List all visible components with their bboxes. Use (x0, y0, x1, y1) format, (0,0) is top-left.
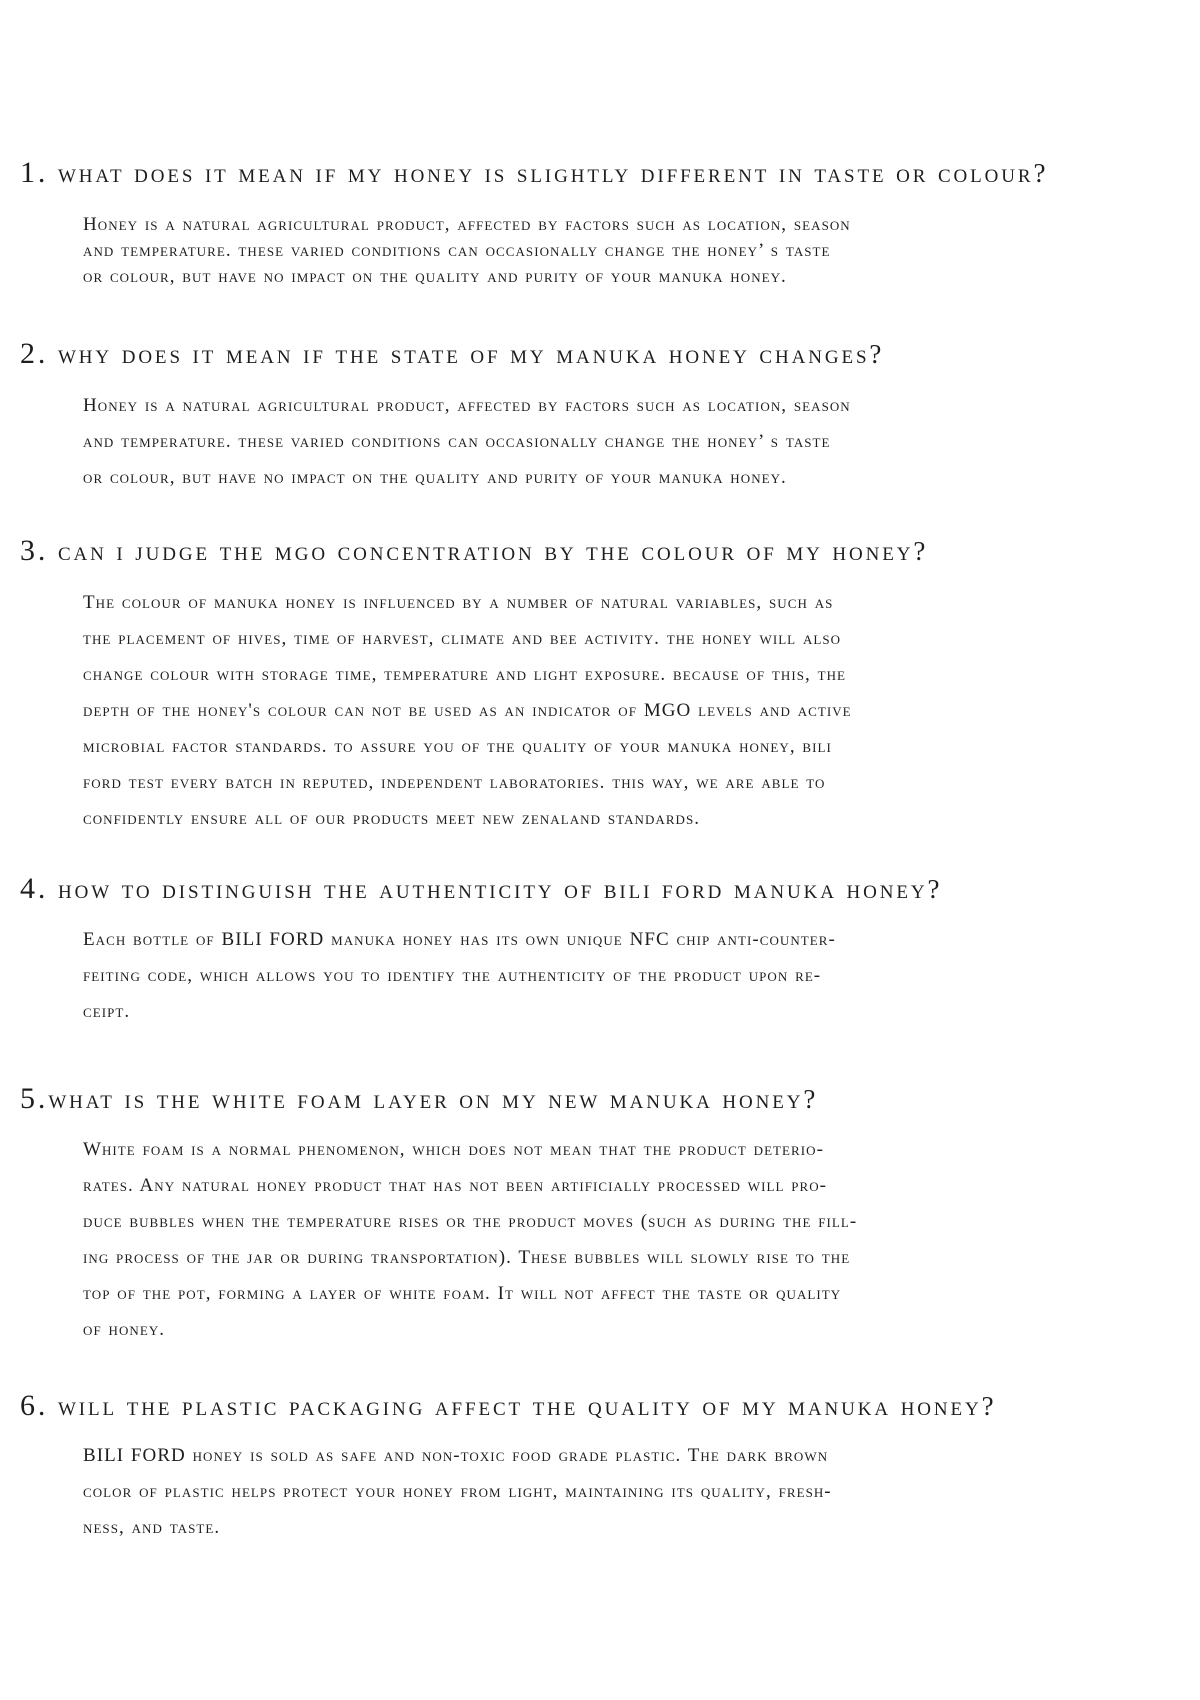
answer-line: or colour, but have no impact on the quality and purity of your manuka honey. (83, 266, 787, 287)
faq-question-1 (20, 157, 1048, 189)
answer-line: confidently ensure all of our products meet new zenaland standards. (83, 808, 701, 829)
faq-question-4 (20, 873, 942, 905)
faq-number: 6. (20, 1389, 49, 1422)
answer-line: Honey is a natural agricultural product, affected by factors such as location, season (83, 395, 851, 416)
answer-line: Honey is a natural agricultural product, affected by factors such as location, season (83, 214, 851, 235)
faq-question-5 (20, 1083, 818, 1115)
faq-number: 2. (20, 337, 49, 370)
faq-question-text: how to distinguish the authenticity of bili ford manuka honey? (57, 874, 943, 904)
faq-question-6 (20, 1390, 997, 1422)
faq-answer-6 (83, 1438, 1003, 1546)
answer-line: ing process of the jar or during transportation). These bubbles will slowly rise to the (83, 1247, 851, 1268)
answer-line: The colour of manuka honey is influenced by a number of natural variables, such as (83, 592, 834, 613)
answer-line: of honey. (83, 1319, 166, 1340)
faq-question-text: what is the white foam layer on my new manuka honey? (48, 1084, 819, 1114)
faq-question-3 (20, 535, 928, 567)
answer-line: feiting code, which allows you to identify the authenticity of the product upon re- (83, 965, 822, 986)
faq-question-2 (20, 338, 884, 370)
answer-line: duce bubbles when the temperature rises or the product moves (such as during the fill- (83, 1211, 858, 1232)
faq-question-text: can i judge the mgo concentration by the colour of my honey? (57, 536, 929, 566)
faq-question-text: why does it mean if the state of my manuka honey changes? (57, 339, 885, 369)
answer-line: ness, and taste. (83, 1517, 221, 1538)
answer-line: and temperature. these varied conditions can occasionally change the honey’ s taste (83, 431, 831, 452)
answer-line: ford test every batch in reputed, independent laboratories. this way, we are able to (83, 772, 826, 793)
faq-answer-2 (83, 388, 1003, 496)
faq-number: 3. (20, 534, 49, 567)
answer-line: depth of the honey's colour can not be used as an indicator of MGO levels and active (83, 700, 852, 721)
faq-answer-1 (83, 212, 1003, 290)
answer-line: the placement of hives, time of harvest, climate and bee activity. the honey will also (83, 628, 842, 649)
answer-line: Each bottle of BILI FORD manuka honey has its own unique NFC chip anti-counter- (83, 929, 836, 950)
answer-line: top of the pot, forming a layer of white foam. It will not affect the taste or quality (83, 1283, 842, 1304)
answer-line: microbial factor standards. to assure you of the quality of your manuka honey, bili (83, 736, 832, 757)
answer-line: or colour, but have no impact on the quality and purity of your manuka honey. (83, 467, 787, 488)
answer-line: ceipt. (83, 1001, 131, 1022)
answer-line: rates. Any natural honey product that has not been artificially processed will pro- (83, 1175, 828, 1196)
answer-line: color of plastic helps protect your honey from light, maintaining its quality, fresh- (83, 1481, 832, 1502)
faq-number: 5. (20, 1082, 49, 1115)
faq-question-text: will the plastic packaging affect the quality of my manuka honey? (57, 1391, 997, 1421)
faq-number: 1. (20, 156, 49, 189)
answer-line: BILI FORD honey is sold as safe and non-toxic food grade plastic. The dark brown (83, 1445, 829, 1466)
answer-line: change colour with storage time, temperature and light exposure. because of this, the (83, 664, 847, 685)
faq-answer-5 (83, 1132, 1003, 1348)
faq-number: 4. (20, 872, 49, 905)
faq-answer-4 (83, 922, 1003, 1030)
faq-answer-3 (83, 585, 1003, 837)
faq-question-text: what does it mean if my honey is slightly different in taste or colour? (57, 158, 1049, 188)
answer-line: White foam is a normal phenomenon, which does not mean that the product deterio- (83, 1139, 824, 1160)
answer-line: and temperature. these varied conditions can occasionally change the honey’ s taste (83, 240, 831, 261)
